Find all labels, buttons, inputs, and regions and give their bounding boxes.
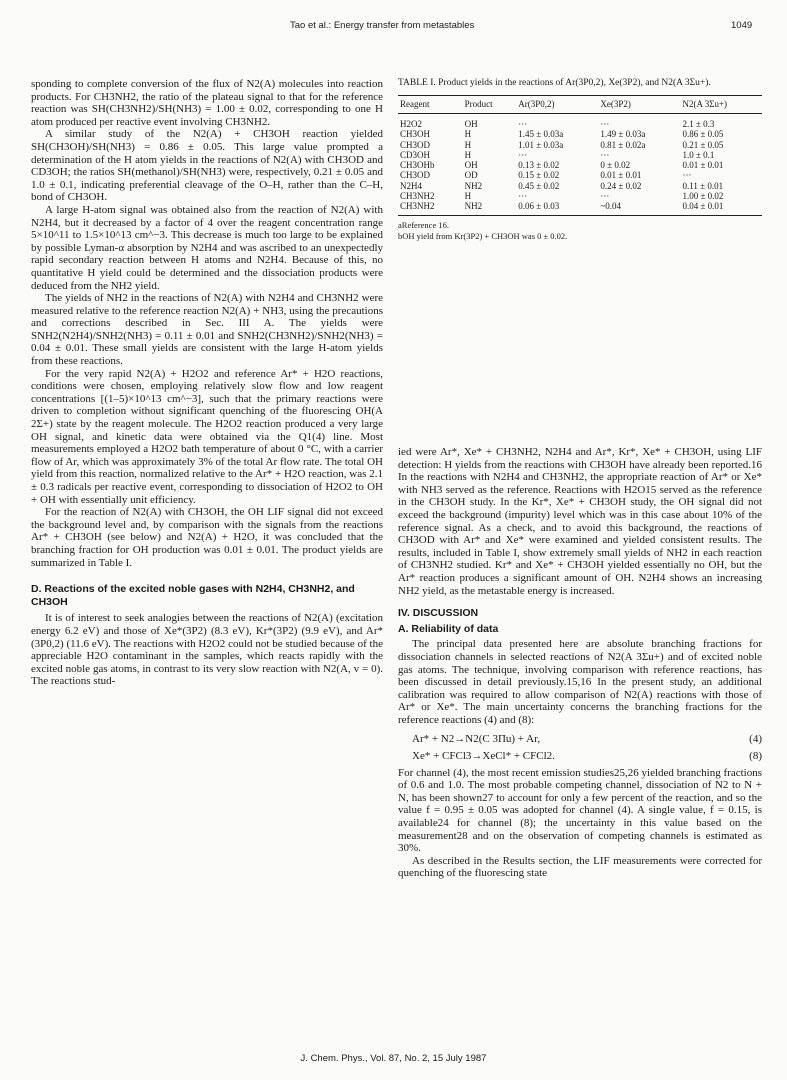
table-row bbox=[398, 191, 762, 201]
table-cell: ~0.04 bbox=[598, 201, 680, 215]
table-cell: CH3OHb bbox=[400, 160, 435, 171]
table-cell: 1.01 ± 0.03a bbox=[518, 139, 564, 150]
equation-text: Ar* + N2→N2(C 3Πu) + Ar, bbox=[412, 733, 541, 746]
equation-number: (4) bbox=[749, 733, 762, 746]
paragraph: It is of interest to seek analogies between the reactions of N2(A) (excitation energy 6.2 eV) and those of Xe*(3P2) (8.3 eV), Kr*(3P2) (9.9 eV), and Ar*(3P0,2) (11.6 eV). The reactions with H2O2 could not be studied because of the appreciable H2O contaminant in the samples, which reacts rapidly with the excited noble gas atoms, in contrast to its very slow reaction with N2(A, v = 0). The reactions stud- bbox=[31, 612, 383, 688]
equation-4 bbox=[398, 733, 762, 746]
header-cell: Xe(3P2) bbox=[598, 96, 680, 114]
table-row bbox=[398, 140, 762, 150]
table-cell: CH3NH2 bbox=[398, 201, 463, 215]
table-row bbox=[398, 181, 762, 191]
table-cell: 0.06 ± 0.03 bbox=[516, 201, 598, 215]
table-cell: 0.11 ± 0.01 bbox=[682, 180, 724, 191]
table-cell: 0 ± 0.02 bbox=[600, 160, 631, 171]
left-column bbox=[31, 78, 383, 688]
table-cell: CH3OH bbox=[400, 129, 431, 140]
table-cell: CH3NH2 bbox=[400, 191, 435, 202]
table-cell: 1.45 ± 0.03a bbox=[518, 129, 564, 140]
table-cell: 1.00 ± 0.02 bbox=[682, 191, 724, 202]
table-caption: TABLE I. Product yields in the reactions of Ar(3P0,2), Xe(3P2), and N2(A 3Σu+). bbox=[398, 78, 711, 88]
table-cell: OD bbox=[464, 170, 478, 181]
table-cell: 1.0 ± 0.1 bbox=[682, 149, 715, 160]
table-cell: H bbox=[464, 139, 472, 150]
table-cell: ··· bbox=[518, 149, 528, 160]
table-body bbox=[398, 114, 762, 216]
table-cell: H bbox=[464, 149, 472, 160]
paragraph: The yields of NH2 in the reactions of N2(A) with N2H4 and CH3NH2 were measured relative to the reference reaction N2(A) + NH3, using the precautions and corrections described in Sec. III A. The yields were SNH2(N2H4)/SNH2(NH3) = 0.11 ± 0.01 and SNH2(CH3NH2)/SNH2(NH3) = 0.04 ± 0.01. These small yields are consistent with the large H-atom yields from these reactions. bbox=[31, 292, 383, 368]
page-number: 1049 bbox=[731, 20, 753, 31]
table-footnote: aReference 16. bbox=[398, 219, 449, 230]
table-cell: 0.13 ± 0.02 bbox=[518, 160, 560, 171]
table-cell: ··· bbox=[682, 170, 692, 181]
paragraph: A large H-atom signal was obtained also from the reaction of N2(A) with N2H4, but it decreased by a factor of 4 over the reagent concentration range 5×10^11 to 1.5×10^13 cm^−3. This decrease is much too large to be explained by possible Lyman-α absorption by N2H4 and was ascribed to an unexpectedly rapid secondary reaction between H atoms and N2H4. Because of this, no quantitative H yield could be determined and the dissociation products were deduced from the NH2 yield. bbox=[31, 203, 383, 292]
product-yields-table bbox=[398, 95, 762, 216]
paragraph: For channel (4), the most recent emission studies25,26 yielded branching fractions of 0.6 and 1.0. The most probable competing channel, dissociation of N2 to N + N, has been shown27 to account for only a few percent of the reaction, and so the value f = 0.95 ± 0.05 was adopted for channel (4). A single value, f = 0.15, is available24 for channel (8); the uncertainty in this value based on the measurement28 and on the observation of competing channels is estimated as 30%. bbox=[398, 766, 762, 855]
header-cell: N2(A 3Σu+) bbox=[680, 96, 762, 114]
table-cell: ··· bbox=[600, 149, 610, 160]
table-cell: 0.04 ± 0.01 bbox=[680, 201, 762, 215]
header-cell: Ar(3P0,2) bbox=[516, 96, 598, 114]
table-cell: 0.21 ± 0.05 bbox=[682, 139, 724, 150]
paragraph: As described in the Results section, the LIF measurements were corrected for quenching of the fluorescing state bbox=[398, 854, 762, 880]
header-cell: Reagent bbox=[398, 96, 463, 114]
table-header-row bbox=[398, 96, 762, 114]
table-cell: 0.24 ± 0.02 bbox=[600, 180, 642, 191]
table-block bbox=[398, 78, 762, 242]
table-row bbox=[398, 150, 762, 160]
table-footnote: bOH yield from Kr(3P2) + CH3OH was 0 ± 0.02. bbox=[398, 230, 568, 241]
table-row bbox=[398, 201, 762, 215]
section-heading: D. Reactions of the excited noble gases with N2H4, CH3NH2, and CH3OH bbox=[31, 583, 355, 608]
paragraph: For the very rapid N2(A) + H2O2 and reference Ar* + H2O reactions, conditions were chosen, employing relatively slow flow and low reagent concentrations [(1–5)×10^13 cm^−3], such that the primary reactions were driven to completion without significant quenching of the fluorescing OH(A 2Σ+) state by the reagent molecule. The H2O2 reaction produced a very large OH signal, and kinetic data were obtained via the Q1(4) line. Most measurements employed a H2O2 bath temperature of about 0 °C, with a carrier flow of Ar, which was approximately 3% of the total Ar flow rate. The total OH yield from this reaction, normalized relative to the Ar* + H2O reaction, was 2.1 ± 0.3 radicals per reactive event, corresponding to dissociation of H2O2 to OH + OH with essentially unit efficiency. bbox=[31, 367, 383, 506]
equation-8 bbox=[398, 750, 762, 763]
table-cell: 0.15 ± 0.02 bbox=[518, 170, 560, 181]
right-column bbox=[398, 446, 762, 880]
table-cell: CH3OD bbox=[400, 139, 431, 150]
table-cell: 1.49 ± 0.03a bbox=[600, 129, 646, 140]
table-cell: 0.01 ± 0.01 bbox=[682, 160, 724, 171]
table-cell: ··· bbox=[518, 119, 528, 129]
paragraph: sponding to complete conversion of the flux of N2(A) molecules into reaction products. For CH3NH2, the ratio of the plateau signal to that for the reference reaction was SH(CH3NH2)/SH(NH3) = 1.00 ± 0.02, corresponding to one H atom produced per reactive event involving CH3NH2. bbox=[31, 78, 383, 128]
table-cell: 0.45 ± 0.02 bbox=[518, 180, 560, 191]
paragraph: ied were Ar*, Xe* + CH3NH2, N2H4 and Ar*, Kr*, Xe* + CH3OH, using LIF detection: H yields from the reactions with CH3OH have already been reported.16 In the reactions with N2H4 and CH3NH2, the appropriate reaction of Ar* or Xe* with NH3 served as the reference. Reactions with H2O15 served as the reference in the CH3OH study. In the Kr*, Xe* + CH3OH study, the OH signal did not exceed the background (impurity) level which was in this case about 10% of the reference signal. As a check, and to avoid this background, the reactions of CH3OD with Ar* and Xe* were examined and yielded consistent results. The results, included in Table I, show extremely small yields of NH2 in each reaction of CH3NH2 studied. Kr* and Xe* + CH3OH yielded essentially no OH, but the Ar* reaction produces a significant amount of OH. N2H4 shows an increasing NH2 yield, as the metastable energy is increased. bbox=[398, 446, 762, 597]
table-cell: H2O2 bbox=[400, 119, 422, 129]
equation-text: Xe* + CFCl3→XeCl* + CFCl2. bbox=[412, 750, 555, 763]
table-row bbox=[398, 114, 762, 130]
table-cell: 2.1 ± 0.3 bbox=[682, 119, 715, 129]
table-row bbox=[398, 129, 762, 139]
table-row bbox=[398, 170, 762, 180]
table-cell: CD3OH bbox=[400, 149, 431, 160]
subsection-heading: A. Reliability of data bbox=[398, 622, 499, 635]
equation-number: (8) bbox=[749, 750, 762, 763]
paragraph: A similar study of the N2(A) + CH3OH reaction yielded SH(CH3OH)/SH(NH3) = 0.86 ± 0.05. This large value prompted a determination of the H atom yields in the reactions of N2(A) with CH3OD and CD3OH; the ratios SH(methanol)/SH(NH3) were, respectively, 0.21 ± 0.05 and 1.0 ± 0.1, indicating preferential cleavage of the O–H, rather than the C–H, bond of CH3OH. bbox=[31, 128, 383, 204]
table-cell: NH2 bbox=[464, 180, 483, 191]
table-cell: ··· bbox=[518, 191, 528, 202]
table-cell: N2H4 bbox=[400, 180, 422, 191]
table-cell: OH bbox=[464, 119, 478, 129]
paragraph: The principal data presented here are absolute branching fractions for dissociation channels in selected reactions of N2(A 3Σu+) and of excited noble gas atoms. The technique, involving comparison with reference reactions, has been discussed in detail previously.15,16 In the present study, an additional calibration was required to allow comparison of N2(A) reactions with those of Ar* or Xe*. The main uncertainty concerns the branching fractions for the reference reactions (4) and (8): bbox=[398, 638, 762, 726]
paragraph: For the reaction of N2(A) with CH3OH, the OH LIF signal did not exceed the background level and, by comparison with the signals from the reactions Ar* + CH3OH (see below) and N2(A) + H2O, it was concluded that the branching fraction for OH production was 0.01 ± 0.01. The product yields are summarized in Table I. bbox=[31, 506, 383, 569]
table-cell: 0.81 ± 0.02a bbox=[600, 139, 646, 150]
section-heading: IV. DISCUSSION bbox=[398, 607, 479, 620]
table-cell: NH2 bbox=[463, 201, 517, 215]
journal-footer: J. Chem. Phys., Vol. 87, No. 2, 15 July 1987 bbox=[300, 1053, 487, 1064]
table-row bbox=[398, 160, 762, 170]
table-cell: H bbox=[464, 191, 472, 202]
table-cell: 0.86 ± 0.05 bbox=[682, 129, 724, 140]
header-cell: Product bbox=[463, 96, 517, 114]
table-cell: CH3OD bbox=[400, 170, 431, 181]
table-cell: 0.01 ± 0.01 bbox=[600, 170, 642, 181]
table-cell: ··· bbox=[600, 119, 610, 129]
table-cell: OH bbox=[464, 160, 478, 171]
table-cell: ··· bbox=[600, 191, 610, 202]
running-head: Tao et al.: Energy transfer from metastables bbox=[290, 20, 475, 31]
table-cell: H bbox=[464, 129, 472, 140]
